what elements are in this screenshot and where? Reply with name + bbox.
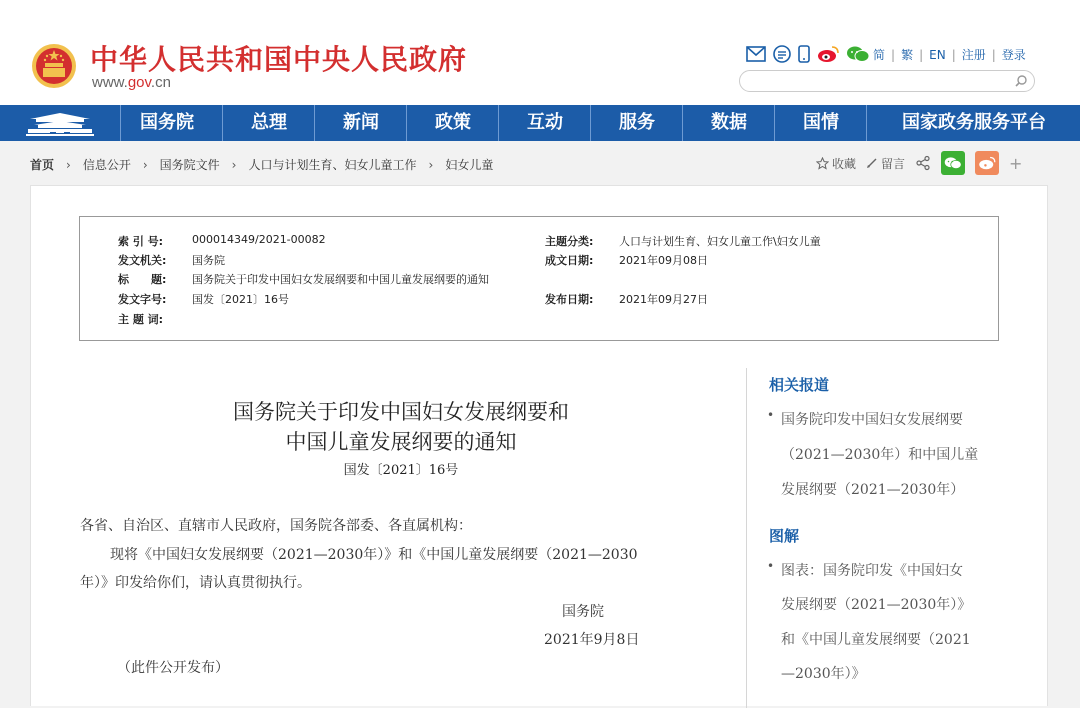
comment-button[interactable]: [866, 155, 905, 172]
tiananmen-home-icon[interactable]: [0, 105, 120, 141]
breadcrumb-home[interactable]: 首页: [30, 158, 55, 172]
graphic-link-line4[interactable]: —2030年）》: [781, 666, 866, 682]
top-links: 简 | 繁 | EN | 注册 | 登录: [873, 47, 1026, 62]
wechat-icon: [944, 156, 962, 170]
nav-item-national-info[interactable]: 国情: [774, 105, 867, 141]
weibo-icon: [978, 156, 996, 170]
wechat-icon[interactable]: [846, 45, 870, 63]
meta-category-label: 主题分类:: [545, 235, 594, 248]
graphic-link-line3[interactable]: 和《中国儿童发展纲要（2021: [781, 632, 971, 648]
article-doc-number: 国发〔2021〕16号: [343, 463, 459, 478]
rss-icon[interactable]: [773, 45, 791, 63]
meta-written-value: 2021年09月08日: [619, 254, 708, 267]
nav-item-services[interactable]: 服务: [590, 105, 683, 141]
nav-item-data[interactable]: 数据: [682, 105, 775, 141]
meta-issuer-value: 国务院: [192, 254, 225, 267]
site-name[interactable]: 中华人民共和国中央人民政府: [90, 43, 468, 76]
nav-item-policy[interactable]: 政策: [406, 105, 499, 141]
url-prefix: www.: [92, 74, 128, 91]
article-paragraph-line1: 现将《中国妇女发展纲要（2021—2030年）》和《中国儿童发展纲要（2021—2030: [110, 547, 638, 563]
meta-subject-label: 主 题 词:: [118, 313, 164, 326]
weibo-icon[interactable]: [817, 45, 839, 63]
national-emblem-icon[interactable]: [30, 42, 78, 90]
meta-title-value: 国务院关于印发中国妇女发展纲要和中国儿童发展纲要的通知: [192, 273, 489, 286]
graphic-link-line2[interactable]: 发展纲要（2021—2030年）》: [781, 597, 972, 613]
star-icon: [816, 157, 829, 170]
related-link-line2[interactable]: （2021—2030年）和中国儿童: [781, 447, 979, 463]
article-title: [31, 397, 771, 457]
nav-item-interaction[interactable]: 互动: [498, 105, 591, 141]
list-bullet: •: [767, 408, 775, 422]
breadcrumb-separator: ›: [428, 157, 434, 172]
graphics-title: 图解: [769, 527, 800, 545]
nav-item-service-platform[interactable]: 国家政务服务平台: [866, 105, 1080, 141]
breadcrumb-bar: [0, 141, 1080, 185]
meta-published-value: 2021年09月27日: [619, 293, 708, 306]
breadcrumb-women-children[interactable]: 妇女儿童: [445, 158, 494, 172]
meta-title-label: 标 题:: [118, 273, 167, 286]
lang-simplified-link[interactable]: 简: [873, 48, 886, 62]
article-signature: 国务院: [562, 604, 604, 620]
favorite-label: 收藏: [832, 156, 857, 171]
article-container: [30, 185, 1048, 706]
nav-item-news[interactable]: 新闻: [314, 105, 407, 141]
login-link[interactable]: 登录: [1001, 48, 1026, 62]
site-header: [0, 0, 1080, 105]
mail-icon[interactable]: [746, 46, 766, 62]
meta-index-label: 索 引 号:: [118, 235, 164, 248]
related-link-line1[interactable]: 国务院印发中国妇女发展纲要: [781, 412, 963, 428]
related-link-line3[interactable]: 发展纲要（2021—2030年）: [781, 482, 965, 498]
main-nav: [0, 105, 1080, 141]
wechat-share-button[interactable]: [941, 151, 965, 175]
mobile-icon[interactable]: [798, 45, 810, 63]
favorite-button[interactable]: [816, 155, 856, 172]
url-brand: gov: [127, 74, 151, 91]
comment-label: 留言: [881, 156, 906, 171]
page-tools: [816, 151, 1022, 175]
meta-docno-value: 国发〔2021〕16号: [192, 293, 289, 306]
meta-published-label: 发布日期:: [545, 293, 594, 306]
article-salutation: 各省、自治区、直辖市人民政府，国务院各部委、各直属机构：: [80, 518, 472, 534]
pencil-icon: [866, 157, 878, 169]
article-title-line1: 国务院关于印发中国妇女发展纲要和: [233, 400, 569, 424]
search-input[interactable]: [739, 70, 1035, 92]
share-icon[interactable]: [915, 155, 931, 171]
article-date: 2021年9月8日: [544, 632, 640, 648]
article-title-line2: 中国儿童发展纲要的通知: [285, 430, 517, 454]
meta-written-label: 成文日期:: [545, 254, 594, 267]
meta-index-value: 000014349/2021-00082: [192, 233, 326, 246]
related-sidebar: [746, 368, 1047, 708]
related-reports-title: 相关报道: [769, 376, 830, 394]
register-link[interactable]: 注册: [961, 48, 986, 62]
meta-docno-label: 发文字号:: [118, 293, 167, 306]
document-meta-table: [79, 216, 999, 341]
breadcrumb-separator: ›: [142, 157, 148, 172]
lang-traditional-link[interactable]: 繁: [901, 48, 914, 62]
breadcrumb-population-work[interactable]: 人口与计划生育、妇女儿童工作: [248, 158, 417, 172]
article-paragraph-line2: 年）》印发给你们，请认真贯彻执行。: [80, 575, 311, 591]
breadcrumb-separator: ›: [66, 157, 71, 172]
lang-english-link[interactable]: EN: [929, 47, 946, 62]
list-bullet: •: [767, 559, 775, 573]
breadcrumb-separator: ›: [231, 157, 237, 172]
more-share-button[interactable]: +: [1009, 153, 1023, 173]
breadcrumb-info-disclosure[interactable]: 信息公开: [82, 158, 131, 172]
article-note: （此件公开发布）: [117, 660, 229, 676]
nav-item-premier[interactable]: 总理: [222, 105, 315, 141]
weibo-share-button[interactable]: [975, 151, 999, 175]
meta-issuer-label: 发文机关:: [118, 254, 167, 267]
meta-category-value: 人口与计划生育、妇女儿童工作\妇女儿童: [619, 235, 821, 248]
graphic-link-line1[interactable]: 图表：国务院印发《中国妇女: [781, 563, 963, 579]
site-url[interactable]: [92, 74, 171, 91]
nav-item-state-council[interactable]: 国务院: [120, 105, 213, 141]
share-icons: [746, 44, 870, 64]
url-suffix: .cn: [150, 74, 171, 91]
search-icon[interactable]: [1014, 73, 1028, 92]
breadcrumb: [30, 156, 493, 173]
breadcrumb-council-docs[interactable]: 国务院文件: [159, 158, 220, 172]
